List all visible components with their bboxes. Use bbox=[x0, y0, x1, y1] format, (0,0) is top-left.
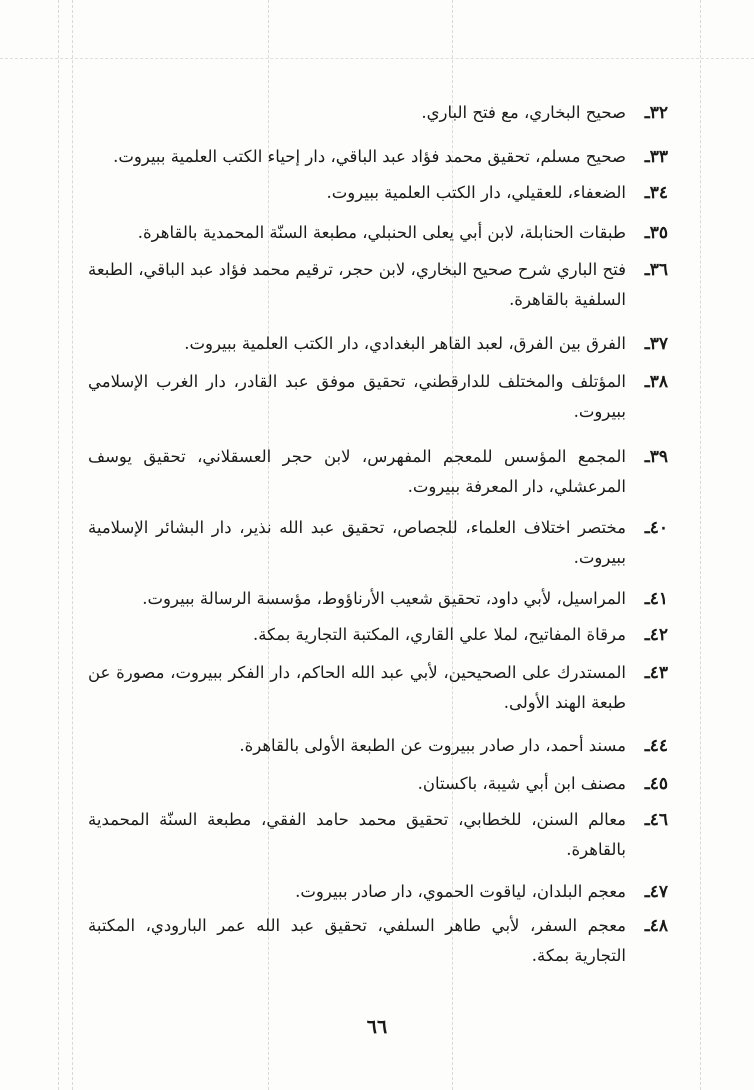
list-item bbox=[88, 620, 668, 658]
list-item bbox=[88, 911, 668, 975]
entry-number: ٤٠ـ bbox=[644, 518, 668, 538]
list-item bbox=[88, 877, 668, 911]
list-item bbox=[88, 513, 668, 584]
entry-text: المراسيل، لأبي داود، تحقيق شعيب الأرناؤوط، مؤسسة الرسالة ببيروت. bbox=[142, 589, 626, 608]
entry-text: مختصر اختلاف العلماء، للجصاص، تحقيق عبد الله نذير، دار البشائر الإسلامية ببيروت. bbox=[88, 518, 626, 567]
entry-text: الفرق بين الفرق، لعبد القاهر البغدادي، دار الكتب العلمية ببيروت. bbox=[184, 334, 626, 353]
entry-number: ٤٣ـ bbox=[644, 663, 668, 683]
entry-number: ٤١ـ bbox=[644, 589, 668, 609]
list-item bbox=[88, 218, 668, 255]
list-item bbox=[88, 98, 668, 142]
guide-line bbox=[700, 0, 701, 1090]
entry-text: صحيح مسلم، تحقيق محمد فؤاد عبد الباقي، دار إحياء الكتب العلمية ببيروت. bbox=[113, 147, 626, 166]
entry-text: مسند أحمد، دار صادر ببيروت عن الطبعة الأولى بالقاهرة. bbox=[239, 736, 626, 755]
entry-number: ٤٧ـ bbox=[644, 882, 668, 902]
guide-line bbox=[0, 58, 754, 59]
entry-text: المجمع المؤسس للمعجم المفهرس، لابن حجر العسقلاني، تحقيق يوسف المرعشلي، دار المعرفة ببيروت. bbox=[88, 447, 626, 496]
entry-number: ٤٨ـ bbox=[644, 916, 668, 936]
entry-text: مرقاة المفاتيح، لملا علي القاري، المكتبة التجارية بمكة. bbox=[252, 625, 626, 644]
list-item bbox=[88, 731, 668, 769]
entry-number: ٣٤ـ bbox=[644, 183, 668, 203]
entry-text: صحيح البخاري، مع فتح الباري. bbox=[421, 103, 626, 122]
entry-text: طبقات الحنابلة، لابن أبي يعلى الحنبلي، مطبعة السنّة المحمدية بالقاهرة. bbox=[137, 223, 626, 242]
entry-text: معجم السفر، لأبي طاهر السلفي، تحقيق عبد الله عمر البارودي، المكتبة التجارية بمكة. bbox=[88, 916, 626, 965]
entry-number: ٣٦ـ bbox=[644, 260, 668, 280]
entry-text: معالم السنن، للخطابي، تحقيق محمد حامد الفقي، مطبعة السنّة المحمدية بالقاهرة. bbox=[88, 810, 626, 859]
entry-text: معجم البلدان، لياقوت الحموي، دار صادر ببيروت. bbox=[295, 882, 626, 901]
entry-text: الضعفاء، للعقيلي، دار الكتب العلمية ببيروت. bbox=[326, 183, 626, 202]
page-number: ٦٦ bbox=[366, 1016, 388, 1038]
list-item bbox=[88, 442, 668, 513]
entry-number: ٣٨ـ bbox=[644, 372, 668, 392]
entry-number: ٣٩ـ bbox=[644, 447, 668, 467]
list-item bbox=[88, 178, 668, 218]
list-item bbox=[88, 329, 668, 367]
entry-number: ٣٣ـ bbox=[644, 147, 668, 167]
list-item bbox=[88, 255, 668, 329]
entry-number: ٤٦ـ bbox=[644, 810, 668, 830]
entry-number: ٤٢ـ bbox=[644, 625, 668, 645]
guide-line bbox=[58, 0, 59, 1090]
list-item bbox=[88, 367, 668, 442]
entry-number: ٤٤ـ bbox=[644, 736, 668, 756]
list-item bbox=[88, 584, 668, 620]
entry-text: مصنف ابن أبي شيبة، باكستان. bbox=[417, 774, 626, 793]
entry-number: ٣٢ـ bbox=[644, 103, 668, 123]
list-item bbox=[88, 805, 668, 877]
list-item bbox=[88, 142, 668, 178]
entry-text: المستدرك على الصحيحين، لأبي عبد الله الحاكم، دار الفكر ببيروت، مصورة عن طبعة الهند الأولى. bbox=[88, 663, 626, 712]
entry-number: ٣٧ـ bbox=[644, 334, 668, 354]
entry-number: ٤٥ـ bbox=[644, 774, 668, 794]
list-item bbox=[88, 769, 668, 805]
entry-text: فتح الباري شرح صحيح البخاري، لابن حجر، ترقيم محمد فؤاد عبد الباقي، الطبعة السلفية بالقاهرة. bbox=[88, 260, 626, 309]
entry-number: ٣٥ـ bbox=[644, 223, 668, 243]
guide-line bbox=[72, 0, 73, 1090]
list-item bbox=[88, 658, 668, 731]
bibliography-list bbox=[88, 98, 668, 975]
entry-text: المؤتلف والمختلف للدارقطني، تحقيق موفق عبد القادر، دار الغرب الإسلامي ببيروت. bbox=[88, 372, 626, 421]
